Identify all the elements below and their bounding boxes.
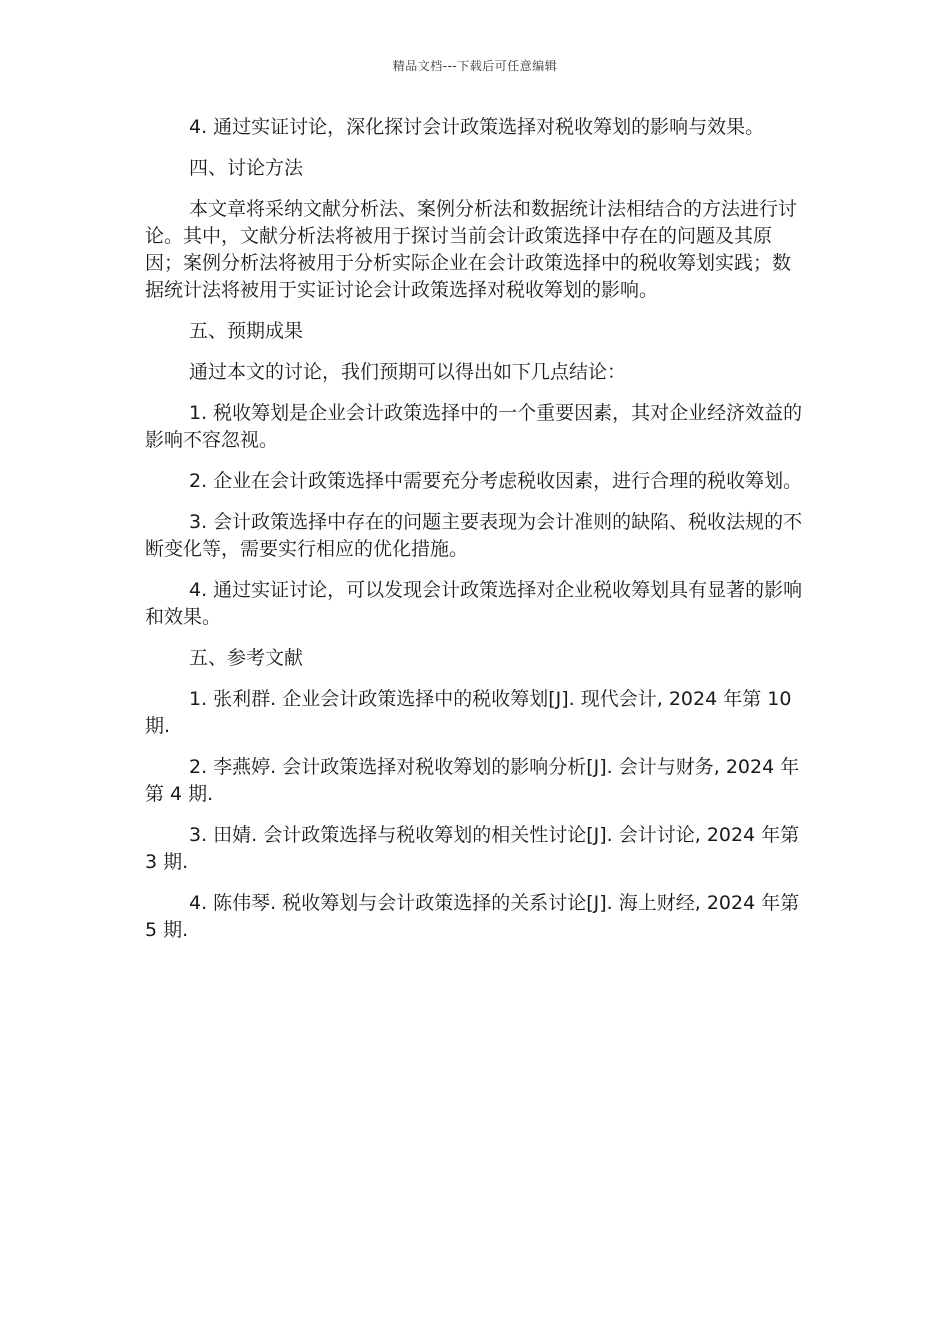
section-heading-expected-results: 五、预期成果 xyxy=(189,320,304,342)
methods-paragraph: 本文章将采纳文献分析法、案例分析法和数据统计法相结合的方法进行讨论。其中，文献分析法将被用于探讨当前会计政策选择中存在的问题及其原因；案例分析法将被用于分析实际企业在会计政策选择中的税收筹划实践；数据统计法将被用于实证讨论会计政策选择对税收筹划的影响。 xyxy=(145,198,798,301)
conclusion-item-1: 1. 税收筹划是企业会计政策选择中的一个重要因素，其对企业经济效益的影响不容忽视。 xyxy=(145,402,803,451)
section-heading-references: 五、参考文献 xyxy=(189,647,304,669)
section-heading-methods: 四、讨论方法 xyxy=(189,157,304,179)
reference-item-4: 4. 陈伟琴. 税收筹划与会计政策选择的关系讨论[J]. 海上财经, 2024 年第 5 期. xyxy=(145,892,800,941)
reference-item-1: 1. 张利群. 企业会计政策选择中的税收筹划[J]. 现代会计, 2024 年第 10 期. xyxy=(145,688,792,737)
document-body xyxy=(145,114,805,958)
conclusion-item-2: 2. 企业在会计政策选择中需要充分考虑税收因素，进行合理的税收筹划。 xyxy=(189,470,803,492)
page-header: 精品文档---下载后可任意编辑 xyxy=(392,59,558,73)
expected-results-intro: 通过本文的讨论，我们预期可以得出如下几点结论： xyxy=(189,361,627,383)
conclusion-item-3: 3. 会计政策选择中存在的问题主要表现为会计准则的缺陷、税收法规的不断变化等，需要实行相应的优化措施。 xyxy=(145,511,803,560)
reference-item-3: 3. 田婧. 会计政策选择与税收筹划的相关性讨论[J]. 会计讨论, 2024 年第 3 期. xyxy=(145,824,800,873)
conclusion-item-4: 4. 通过实证讨论，可以发现会计政策选择对企业税收筹划具有显著的影响和效果。 xyxy=(145,579,803,628)
reference-item-2: 2. 李燕婷. 会计政策选择对税收筹划的影响分析[J]. 会计与财务, 2024 年第 4 期. xyxy=(145,756,800,805)
objective-item-4: 4. 通过实证讨论，深化探讨会计政策选择对税收筹划的影响与效果。 xyxy=(189,116,765,138)
